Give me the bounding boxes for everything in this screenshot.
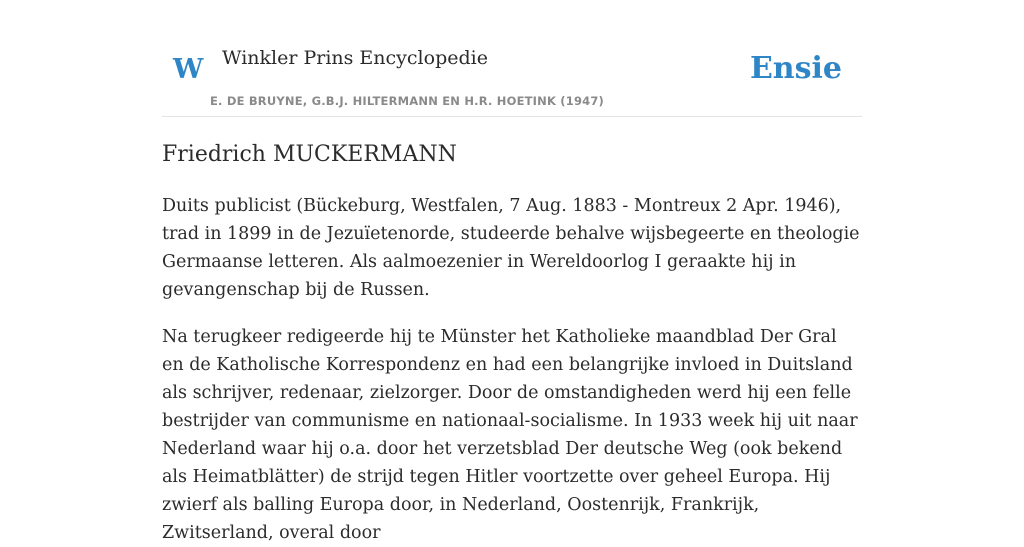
article-paragraph-1: Duits publicist (Bückeburg, Westfalen, 7 Aug. 1883 - Montreux 2 Apr. 1946), trad in 1899 in de Jezuïetenorde, studeerde behalve wijsbegeerte en theologie Germaanse letteren. Als aalmoezenier in Wereldoorlog I geraakte hij in gevangenschap bij de Russen. [162,196,860,300]
authors-line: E. DE BRUYNE, G.B.J. HILTERMANN EN H.R. HOETINK (1947) [210,94,605,108]
article-paragraph-2: Na terugkeer redigeerde hij te Münster het Katholieke maandblad Der Gral en de Katholische Korrespondenz en had een belangrijke invloed in Duitsland als schrijver, redenaar, zielzorger. Door de omstandigheden werd hij een felle bestrijder van communisme en nationaal-socialisme. In 1933 week hij uit naar Nederland waar hij o.a. door het verzetsblad Der deutsche Weg (ook bekend als Heimatblätter) de strijd tegen Hitler voortzette over geheel Europa. Hij zwierf als balling Europa door, in Nederland, Oostenrijk, Frankrijk, Zwitserland, overal door [162,327,858,543]
site-title[interactable]: Winkler Prins Encyclopedie [222,47,488,69]
winkler-prins-logo[interactable]: W [173,54,204,85]
ensie-brand-logo[interactable]: Ensie [749,51,842,86]
article-title: Friedrich MUCKERMANN [162,142,457,167]
site-header [162,0,862,117]
article-content [162,136,862,547]
